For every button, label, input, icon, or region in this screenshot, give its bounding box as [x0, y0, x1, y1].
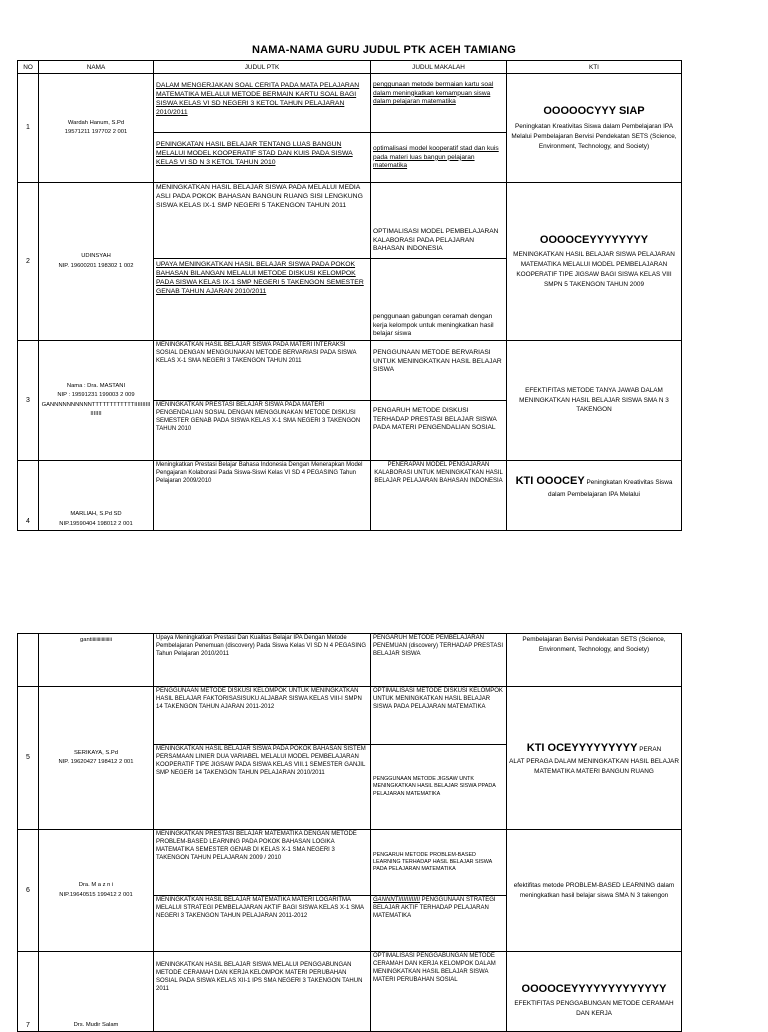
teacher-nip: NIP.19590404 198012 2 001 — [59, 520, 133, 527]
teacher-name: SERIKAYA, S.Pd — [74, 749, 118, 756]
kti-cell — [507, 687, 682, 830]
kti-cell — [507, 461, 682, 531]
teacher-nip: NIP.19640515 199412 2 001 — [59, 891, 133, 898]
kti-title: OOOOCEYYYYYYYY — [539, 233, 649, 246]
ptk-title: MENINGKATKAN HASIL BELAJAR SISWA PADA MELALUI MEDIA ASLI PADA POKOK BAHASAN BANGUN RUANG SISI LENGKUNG SISWA KELAS IX-1 SMP NEGERI 5 TAKENGON TAHUN 2011 — [154, 183, 371, 259]
makalah-title: PENGARUH METODE DISKUSI TERHADAP PRESTASI BELAJAR SISWA PADA MATERI PENGENDALIAN SOSIAL — [371, 401, 507, 461]
teacher-note: gantiiiiiiiiiiiiiiii — [39, 634, 154, 687]
table-row — [18, 634, 682, 687]
kti-cell — [507, 830, 682, 952]
kti-text: Peningkatan Kreativitas Siswa dalam Pembelajaran IPA Melalui — [548, 479, 673, 499]
teacher-name: UDINSYAH — [81, 253, 111, 260]
makalah-rest: PENGGUNAAN STRATEGI BELAJAR AKTIF TERHADAP PELAJARAN MATEMATIKA — [373, 897, 496, 919]
table-row — [18, 952, 682, 1032]
makalah-title: PENERAPAN MODEL PENGAJARAN KALABORASI UNTUK MENINGKATKAN HASIL BELAJAR PELAJARAN BAHASAN INDONESIA — [371, 461, 507, 531]
kti-text: ALAT PERAGA DALAM MENINGKATKAN HASIL BELAJAR MATEMATIKA MATERI BANGUN RUANG — [509, 757, 679, 775]
teacher-name-cell — [39, 74, 154, 183]
teacher-nip: NIP. 19620427 198412 2 001 — [58, 759, 134, 765]
ptk-title: MENINGKATKAN HASIL BELAJAR SISWA MELALUI PENGGABUNGAN METODE CERAMAH DAN KERJA KELOMPOK MATERI PERUBAHAN SOSIAL PADA SISWA KELAS XII-1 IPS SMA NEGERI 3 TAKENGON TAHUN 2011 — [154, 952, 371, 1032]
kti-title: OOOOOCYYY SIAP — [543, 105, 645, 118]
kti-title: KTI OOOCEY — [515, 475, 585, 487]
makalah-title: penggunaan gabungan ceramah dengan kerja kelompok untuk meningkatkan hasil belajar siswa — [371, 259, 507, 341]
makalah-title: PENGGUNAAN METODE JIGSAW UNTK MENINGKATKAN HASIL BELAJAR SISWA PPADA PELAJARAN MATEMATIKA — [371, 745, 507, 830]
makalah-title: optimalisasi model kooperatif stad dan kuis pada materi luas bangun pelajaran matematika — [371, 133, 507, 183]
kti-text: MENINGKATKAN HASIL BELAJAR SISWA PELAJARAN MATEMATIKA MELALUI MODEL PEMBELAJARAN KOOPERATIF TIPE JIGSAW BAGI SISWA KELAS VIII SMPN 5 TAKENGON TAHUN 2009 — [513, 251, 675, 289]
ptk-title: PENINGKATAN HASIL BELAJAR TENTANG LUAS BANGUN MELALUI MODEL KOOPERATIF STAD DAN KUIS PADA SISWA KELAS VI SD N 3 KETOL TAHUN 2010 — [154, 133, 371, 183]
kti-cell — [507, 952, 682, 1032]
row-number: 7 — [18, 952, 39, 1032]
makalah-title: PENGARUH METODE PEMBELAJARAN PENEMUAN (discovery) TERHADAP PRESTASI BELAJAR SISWA — [371, 634, 507, 687]
teacher-name-cell — [39, 830, 154, 952]
row-number: 5 — [18, 687, 39, 830]
row-number: 2 — [18, 183, 39, 341]
makalah-title — [371, 896, 507, 952]
kti-lead: PERAN — [639, 745, 662, 753]
ptk-title: MENINGKATKAN HASIL BELAJAR SISWA PADA MATERI INTERAKSI SOSIAL DENGAN MENGGUNAKAN METODE BERVARIASI PADA SISWA KELAS X-1 SMA NEGERI 3 TAKENGON TAHUN 2011 — [154, 341, 371, 401]
header-kti: KTI — [507, 61, 682, 74]
ptk-title: Meningkatkan Prestasi Belajar Bahasa Indonesia Dengan Menerapkan Model Pengajaran Kolaborasi Pada Siswa-Siswi Kelas VI SD 4 PEGASING Tahun Pelajaran 2009/2010 — [154, 461, 371, 531]
ptk-title: DALAM MENGERJAKAN SOAL CERITA PADA MATA PELAJARAN MATEMATIKA MELALUI METODE BERMAIN KARTU SOAL BAGI SISWA KELAS VI SD NEGERI 3 KETOL TAHUN PELAJARAN 2010/2011 — [154, 74, 371, 133]
teacher-name-cell — [39, 341, 154, 461]
makalah-title: OPTIMALISASI MODEL PEMBELAJARAN KALABORASI PADA PELAJARAN BAHASAN INDONESIA — [371, 183, 507, 259]
teacher-name: Wardah Hanum, S.Pd — [67, 119, 125, 126]
table-row — [18, 461, 682, 531]
teacher-name-cell — [39, 952, 154, 1032]
teacher-name-cell — [39, 183, 154, 341]
table-row — [18, 183, 682, 259]
table-row — [18, 341, 682, 401]
teacher-nip: NIP. 19600201 198302 1 002 — [58, 262, 134, 269]
kti-cell — [507, 341, 682, 461]
ptk-title: MENINGKATKAN PRESTASI BELAJAR MATEMATIKA DENGAN METODE PROBLEM-BASED LEARNING PADA POKOK BAHASAN LOGIKA MATEMATIKA SEMESTER GENAB DI KELAS X-1 SMA NEGERI 3 TAKENGON TAHUN PELAJARAN 2009 / 2010 — [154, 830, 371, 896]
makalah-title: OPTIMALISASI METODE DISKUSI KELOMPOK UNTUK MENINGKATKAN HASIL BELAJAR SISWA PADA PELAJARAN MATEMATIKA — [371, 687, 507, 745]
teacher-table-page-2 — [17, 633, 682, 1032]
kti-cell — [507, 183, 682, 341]
makalah-title: OPTIMALISASI PENGGABUNGAN METODE CERAMAH DAN KERJA KELOMPOK DALAM MENINGKATKAN HASIL BELAJAR SISWA MATERI PERUBAHAN SOSIAL — [371, 952, 507, 1032]
ptk-title: MENINGKATKAN HASIL BELAJAR SISWA PADA POKOK BAHASAN SISTEM PERSAMAAN LINIER DUA VARIABEL MELALUI MODEL PEMBELAJARAN KOOPERATIF TIPE JIGSAW PADA SISWA KELAS VIII.1 SEMESTER GANJIL SMP NEGERI 14 TAKENGON TAHUN PELAJARAN 2010/2011 — [154, 745, 371, 830]
teacher-note: GANNNNNNNNNNTTTTTTTTTTTTIIIIIIIIIIIIIIIII — [41, 401, 151, 417]
row-number: 3 — [18, 341, 39, 461]
row-number — [18, 634, 39, 687]
teacher-table-page-1 — [17, 60, 682, 531]
table-row — [18, 74, 682, 133]
kti-text: Peningkatan Kreativitas Siswa dalam Pembelajaran IPA Melalui Pembelajaran Bervisi Pendekatan SETS (Science, Environment, Technology, and Society) — [511, 122, 677, 150]
teacher-nip: 19571211 197702 2 001 — [64, 129, 128, 135]
document-title: NAMA-NAMA GURU JUDUL PTK ACEH TAMIANG — [251, 44, 517, 56]
ptk-title: Upaya Meningkatkan Prestasi Dan Kualitas Belajar IPA Dengan Metode Pembelajaran Penemuan (discovery) Pada Siswa Kelas VI SD N 4 PEGASING Tahun Pelajaran 2010/2011 — [154, 634, 371, 687]
table-row — [18, 830, 682, 896]
row-number: 6 — [18, 830, 39, 952]
kti-text: efektifitas metode PROBLEM-BASED LEARNING dalam meningkatkan hasil belajar siswa SMA N 3 takengon — [513, 881, 675, 899]
kti-text: EFEKTIFITAS PENGGABUNGAN METODE CERAMAH DAN KERJA — [514, 1000, 674, 1018]
teacher-name-cell — [39, 461, 154, 531]
row-number: 1 — [18, 74, 39, 183]
header-nama: NAMA — [39, 61, 154, 74]
ptk-title: PENGGUNAAN METODE DISKUSI KELOMPOK UNTUK MENINGKATKAN HASIL BELAJAR FAKTORISASISUKU ALJABAR SISWA KELAS VIII-I SMPN 14 TAKENGON TAHUN AJARAN 2011-2012 — [154, 687, 371, 745]
teacher-nip: NIP : 19591231 199003 2 009 — [57, 392, 135, 399]
kti-title: OOOOCEYYYYYYYYYYYYY — [521, 983, 667, 995]
kti-title: KTI OCEYYYYYYYYY — [526, 741, 638, 754]
ptk-title: MENINGKATKAN PRESTASI BELAJAR SISWA PADA MATERI PENGENDALIAN SOSIAL DENGAN MENGGUNAKAN METODE DISKUSI SEMESTER GENAB PADA SISWA KELAS X-1 SMA NEGERI 3 TAKENGON TAHUN 2010 — [154, 401, 371, 461]
kti-text: Pembelajaran Bervisi Pendekatan SETS (Science, Environment, Technology, and Society) — [507, 634, 682, 687]
table-row — [18, 687, 682, 745]
makalah-title: PENGARUH METODE PROBLEM-BASED LEARNING TERHADAP HASIL BELAJAR SISWA PADA PELAJARAN MATEMATIKA — [371, 830, 507, 896]
ptk-title: UPAYA MENINGKATKAN HASIL BELAJAR SISWA PADA POKOK BAHASAN BILANGAN MELALUI METODE DISKUSI KELOMPOK PADA SISWA KELAS IX-1 SMP NEGERI 5 TAKENGON SEMESTER GENAB TAHUN AJARAN 2010/2011 — [154, 259, 371, 341]
header-no: NO — [18, 61, 39, 74]
ptk-title: MENINGKATKAN HASIL BELAJAR MATEMATIKA MATERI LOGARITMA MELALUI STRATEGI PEMBELAJARAN AKTIF BAGI SISWA KELAS X-1 SMA NEGERI 3 TAKENGON TAHUN PELAJARAN 2011-2012 — [154, 896, 371, 952]
row-number: 4 — [18, 461, 39, 531]
makalah-title: PENGGUNAAN METODE BERVARIASI UNTUK MENINGKATKAN HASIL BELAJAR SISWA — [371, 341, 507, 401]
teacher-name-cell — [39, 687, 154, 830]
teacher-name: Drs. Mudir Salam — [73, 1021, 119, 1028]
teacher-name: MARLIAH, S.Pd SD — [70, 511, 122, 518]
header-judul-makalah: JUDUL MAKALAH — [371, 61, 507, 74]
kti-text: EFEKTIFITAS METODE TANYA JAWAB DALAM MENINGKATKAN HASIL BELAJAR SISWA SMA N 3 TAKENGON — [519, 386, 669, 414]
makalah-lead: GANNNTIIIIIIIIIIIII — [373, 897, 421, 903]
teacher-name: Dra. M a z n i — [78, 882, 114, 889]
makalah-title: penggunaan metode bermaian kartu soal dalam meningkatkan kemampuan siswa dalam pelajaran matematika — [371, 74, 507, 133]
teacher-name: Nama : Dra. MASTANI — [66, 382, 126, 389]
kti-cell — [507, 74, 682, 183]
header-judul-ptk: JUDUL PTK — [154, 61, 371, 74]
